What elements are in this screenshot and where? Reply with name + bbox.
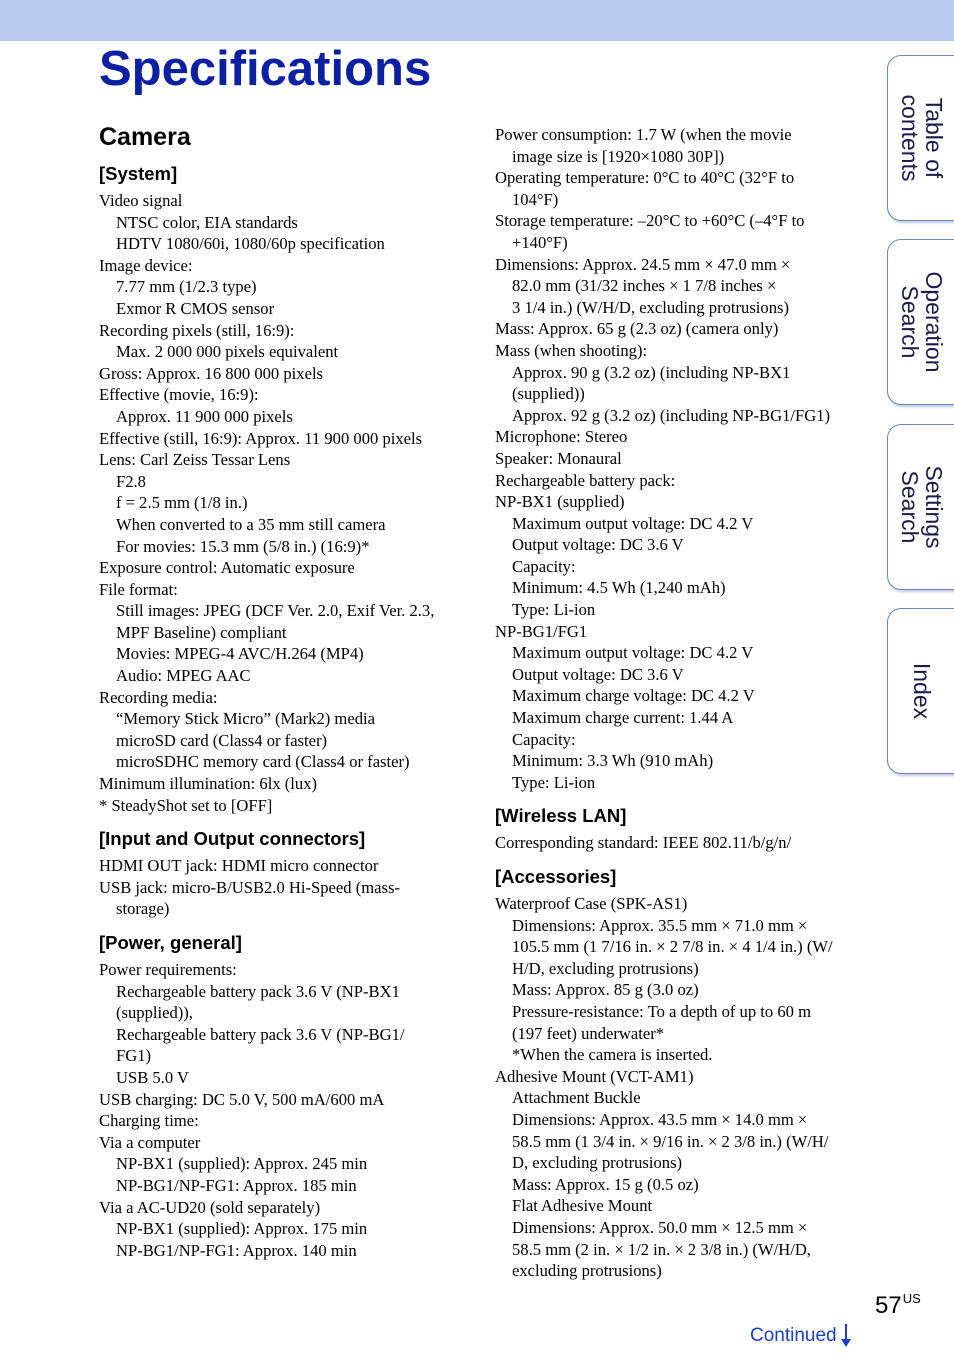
spec-line: Mass: Approx. 65 g (2.3 oz) (camera only) [495, 319, 779, 339]
spec-line: Power requirements: [99, 960, 237, 979]
spec-line: USB 5.0 V [116, 1067, 190, 1087]
tab-label [898, 95, 946, 182]
spec-line: Minimum: 3.3 Wh (910 mAh) [512, 751, 714, 771]
subsection-heading: [Power, general] [99, 932, 242, 953]
spec-line: Minimum illumination: 6lx (lux) [99, 774, 318, 794]
spec-line: Recording pixels (still, 16:9): [99, 320, 295, 340]
spec-line: Minimum: 4.5 Wh (1,240 mAh) [512, 578, 726, 598]
spec-line: 58.5 mm (1 3/4 in. × 9/16 in. × 2 3/8 in.) (W/H/ [512, 1131, 829, 1151]
spec-line: Type: Li-ion [512, 600, 596, 620]
spec-line: Effective (movie, 16:9): [99, 385, 259, 405]
spec-line: 58.5 mm (2 in. × 1/2 in. × 2 3/8 in.) (W/H/D, [512, 1239, 811, 1259]
spec-line: Rechargeable battery pack 3.6 V (NP-BG1/ [116, 1024, 405, 1044]
spec-line: Capacity: [512, 729, 576, 749]
subsection-heading: [Accessories] [495, 866, 617, 887]
spec-line: Speaker: Monaural [495, 448, 622, 468]
spec-line: Lens: Carl Zeiss Tessar Lens [99, 450, 291, 470]
tab-label-line: Search [897, 285, 923, 359]
spec-line: Exposure control: Automatic exposure [99, 558, 355, 578]
spec-line: Video signal [99, 191, 183, 210]
tab-label-line: Search [897, 470, 923, 544]
spec-line: Via a AC-UD20 (sold separately) [99, 1197, 321, 1217]
spec-line: Dimensions: Approx. 24.5 mm × 47.0 mm × [495, 254, 791, 274]
spec-line: NP-BX1 (supplied) [495, 492, 625, 512]
tab-label [898, 465, 946, 548]
tab-label-line: Index [909, 662, 935, 720]
continued-label: Continued [750, 1325, 837, 1346]
spec-line: Flat Adhesive Mount [512, 1196, 653, 1216]
spec-line: NP-BG1/NP-FG1: Approx. 140 min [116, 1240, 357, 1260]
spec-line: Dimensions: Approx. 50.0 mm × 12.5 mm × [512, 1217, 808, 1237]
spec-line: 104°F) [512, 189, 559, 209]
tab-label-line: contents [897, 94, 923, 182]
spec-line: Pressure-resistance: To a depth of up to 60 m [512, 1001, 811, 1021]
spec-line: Max. 2 000 000 pixels equivalent [116, 342, 339, 362]
spec-line: D, excluding protrusions) [512, 1153, 683, 1173]
spec-line: microSDHC memory card (Class4 or faster) [116, 752, 410, 772]
spec-line: Effective (still, 16:9): Approx. 11 900 000 pixels [99, 428, 423, 448]
right-column [495, 124, 865, 1282]
spec-line: Image device: [99, 255, 193, 275]
spec-line: Approx. 90 g (3.2 oz) (including NP-BX1 [512, 362, 791, 382]
tab-table-of-contents[interactable] [887, 55, 954, 221]
spec-line: Maximum charge current: 1.44 A [512, 708, 734, 728]
spec-line: For movies: 15.3 mm (5/8 in.) (16:9)* [116, 536, 370, 556]
spec-line: Maximum output voltage: DC 4.2 V [512, 643, 754, 663]
continued-link[interactable] [750, 1324, 851, 1348]
spec-line: Audio: MPEG AAC [116, 666, 251, 686]
spec-line: Rechargeable battery pack: [495, 470, 676, 490]
spec-line: (197 feet) underwater* [512, 1023, 665, 1043]
subsection-heading: [System] [99, 163, 178, 184]
spec-line: 105.5 mm (1 7/16 in. × 2 7/8 in. × 4 1/4 in.) (W/ [512, 937, 833, 957]
spec-line: Power consumption: 1.7 W (when the movie [495, 125, 792, 144]
spec-line: Operating temperature: 0°C to 40°C (32°F to [495, 168, 795, 188]
left-column [99, 121, 469, 1261]
spec-line: *When the camera is inserted. [512, 1045, 713, 1065]
spec-line: USB jack: micro-B/USB2.0 Hi-Speed (mass- [99, 877, 400, 897]
subsection-heading: [Input and Output connectors] [99, 828, 366, 850]
spec-line: “Memory Stick Micro” (Mark2) media [116, 709, 375, 729]
spec-line: (supplied)) [512, 384, 585, 404]
spec-line: Capacity: [512, 556, 576, 576]
page-title: Specifications [99, 42, 432, 96]
spec-line: Mass: Approx. 15 g (0.5 oz) [512, 1174, 699, 1194]
spec-line: microSD card (Class4 or faster) [116, 730, 328, 750]
spec-line: HDTV 1080/60i, 1080/60p specification [116, 234, 385, 254]
spec-line: Movies: MPEG-4 AVC/H.264 (MP4) [116, 644, 364, 664]
spec-line: When converted to a 35 mm still camera [116, 514, 386, 534]
spec-line: Approx. 92 g (3.2 oz) (including NP-BG1/FG1) [512, 405, 831, 425]
spec-line: Maximum output voltage: DC 4.2 V [512, 513, 754, 533]
spec-line: Attachment Buckle [512, 1088, 641, 1108]
spec-line: Microphone: Stereo [495, 427, 628, 447]
spec-line: Recording media: [99, 687, 218, 707]
spec-line: Adhesive Mount (VCT-AM1) [495, 1066, 694, 1086]
tab-settings-search[interactable] [887, 424, 954, 590]
spec-line: Waterproof Case (SPK-AS1) [495, 894, 688, 913]
page-number-value: 57 [875, 1292, 902, 1319]
spec-line: MPF Baseline) compliant [116, 622, 287, 642]
spec-line: Approx. 11 900 000 pixels [116, 406, 293, 426]
right-column-body [495, 124, 865, 1282]
spec-line: image size is [1920×1080 30P]) [512, 146, 725, 166]
tab-label-line: Settings [921, 465, 947, 549]
spec-line: FG1) [116, 1046, 152, 1066]
spec-line: f = 2.5 mm (1/8 in.) [116, 493, 248, 513]
spec-line: storage) [116, 899, 170, 919]
page-number [875, 1291, 921, 1320]
spec-line: USB charging: DC 5.0 V, 500 mA/600 mA [99, 1089, 385, 1109]
arrow-down-icon [841, 1324, 851, 1348]
tab-operation-search[interactable] [887, 239, 954, 405]
section-heading-camera: Camera [99, 123, 191, 151]
spec-line: Type: Li-ion [512, 772, 596, 792]
spec-line: 3 1/4 in.) (W/H/D, excluding protrusions) [512, 297, 789, 317]
spec-line: Storage temperature: –20°C to +60°C (–4°F to [495, 211, 805, 231]
spec-line: Mass (when shooting): [495, 340, 648, 360]
spec-line: Exmor R CMOS sensor [116, 298, 275, 318]
spec-line: Gross: Approx. 16 800 000 pixels [99, 363, 324, 383]
spec-line: Corresponding standard: IEEE 802.11/b/g/n/ [495, 833, 792, 853]
spec-line: Maximum charge voltage: DC 4.2 V [512, 686, 755, 706]
spec-line: NP-BX1 (supplied): Approx. 245 min [116, 1154, 368, 1174]
page-number-suffix: US [902, 1291, 921, 1306]
spec-line: Dimensions: Approx. 43.5 mm × 14.0 mm × [512, 1109, 808, 1129]
spec-line: NP-BG1/FG1 [495, 621, 588, 641]
spec-line: +140°F) [512, 232, 568, 252]
spec-line: Rechargeable battery pack 3.6 V (NP-BX1 [116, 981, 400, 1001]
spec-line: 82.0 mm (31/32 inches × 1 7/8 inches × [512, 276, 777, 296]
tab-label [910, 663, 934, 719]
spec-line: F2.8 [116, 471, 146, 491]
spec-line: Via a computer [99, 1132, 201, 1152]
left-column-body [99, 163, 469, 1261]
spec-line: 7.77 mm (1/2.3 type) [116, 277, 257, 297]
tab-label [898, 271, 946, 372]
spec-line: File format: [99, 579, 178, 599]
spec-line: NTSC color, EIA standards [116, 212, 298, 232]
spec-line: * SteadyShot set to [OFF] [99, 795, 273, 815]
spec-line: Dimensions: Approx. 35.5 mm × 71.0 mm × [512, 915, 808, 935]
tab-label-line: Table of [921, 97, 947, 179]
subsection-heading: [Wireless LAN] [495, 805, 627, 827]
tab-index[interactable] [887, 608, 954, 774]
top-banner [0, 0, 954, 41]
spec-line: Output voltage: DC 3.6 V [512, 535, 684, 555]
spec-line: Mass: Approx. 85 g (3.0 oz) [512, 980, 699, 1000]
spec-line: Output voltage: DC 3.6 V [512, 664, 684, 684]
spec-line: NP-BG1/NP-FG1: Approx. 185 min [116, 1175, 357, 1195]
spec-line: Still images: JPEG (DCF Ver. 2.0, Exif Ver. 2.3, [116, 601, 435, 621]
spec-line: HDMI OUT jack: HDMI micro connector [99, 856, 379, 876]
tab-label-line: Operation [921, 271, 947, 373]
spec-line: (supplied)), [116, 1003, 193, 1023]
spec-line: Charging time: [99, 1111, 199, 1131]
spec-line: excluding protrusions) [512, 1261, 662, 1281]
spec-line: H/D, excluding protrusions) [512, 958, 699, 978]
spec-line: NP-BX1 (supplied): Approx. 175 min [116, 1219, 368, 1239]
